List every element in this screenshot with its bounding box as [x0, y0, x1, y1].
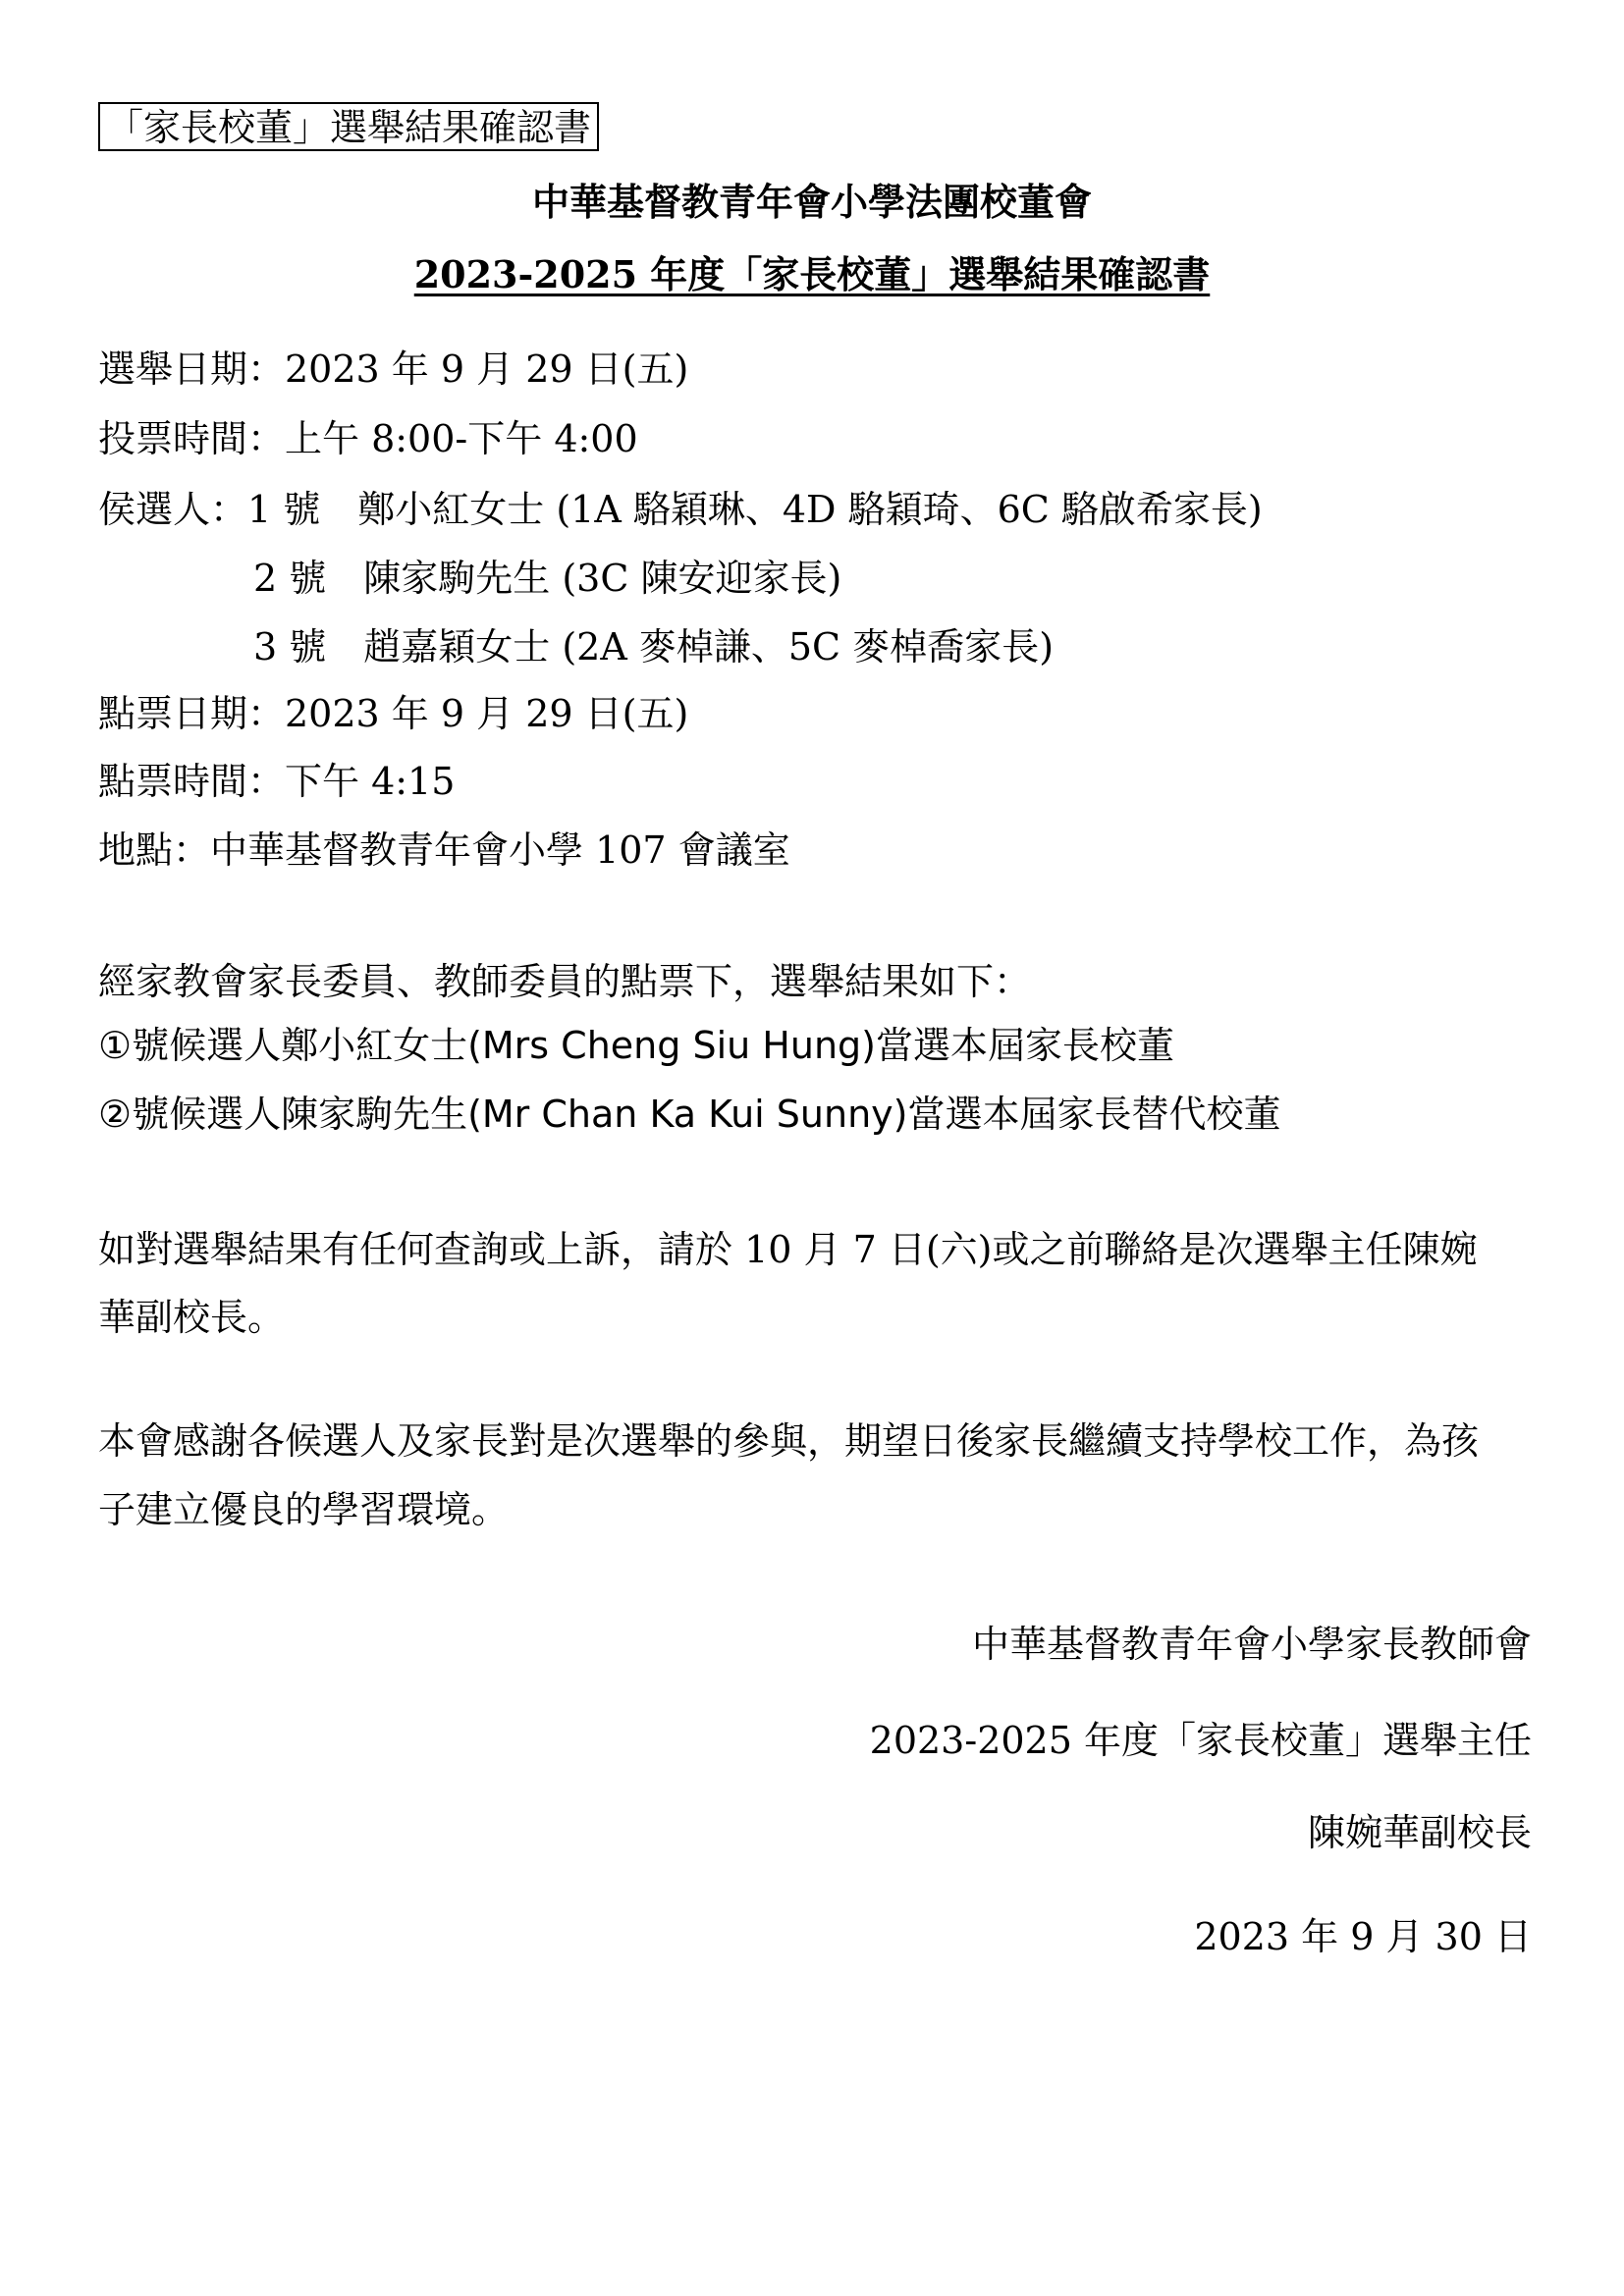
count-time: 點票時間：下午 4:15	[98, 760, 456, 803]
signature-date: 2023 年 9 月 30 日	[1194, 1915, 1532, 1958]
venue: 地點：中華基督教青年會小學 107 會議室	[98, 828, 790, 872]
result-1: ①號候選人鄭小紅女士(Mrs Cheng Siu Hung)當選本屆家長校董	[98, 1024, 1174, 1067]
organization-title: 中華基督教青年會小學法團校董會	[531, 180, 1092, 224]
voting-time: 投票時間：上午 8:00-下午 4:00	[98, 417, 638, 460]
candidate-1: 侯選人：1 號 鄭小紅女士 (1A 駱穎琳、4D 駱穎琦、6C 駱啟希家長)	[98, 488, 1263, 531]
thanks-line-1: 本會感謝各候選人及家長對是次選舉的參與，期望日後家長繼續支持學校工作，為孩	[98, 1419, 1480, 1463]
results-intro: 經家教會家長委員、教師委員的點票下，選舉結果如下：	[98, 960, 1032, 1003]
candidate-3: 3 號 趙嘉穎女士 (2A 麥棹謙、5C 麥棹喬家長)	[253, 625, 1055, 668]
count-date: 點票日期：2023 年 9 月 29 日(五)	[98, 692, 689, 735]
election-date: 選舉日期：2023 年 9 月 29 日(五)	[98, 347, 689, 391]
candidate-2: 2 號 陳家駒先生 (3C 陳安迎家長)	[253, 557, 842, 600]
document-title: 2023-2025 年度「家長校董」選舉結果確認書	[413, 252, 1211, 296]
thanks-line-2: 子建立優良的學習環境。	[98, 1488, 510, 1531]
signature-role: 2023-2025 年度「家長校董」選舉主任	[869, 1719, 1532, 1762]
boxed-title-label: 「家長校董」選舉結果確認書	[98, 102, 599, 151]
signature-name: 陳婉華副校長	[1307, 1811, 1532, 1854]
signature-organization: 中華基督教青年會小學家長教師會	[971, 1623, 1532, 1666]
enquiry-line-1: 如對選舉結果有任何查詢或上訴，請於 10 月 7 日(六)或之前聯絡是次選舉主任陳婉	[98, 1228, 1478, 1271]
enquiry-line-2: 華副校長。	[98, 1296, 286, 1339]
result-2: ②號候選人陳家駒先生(Mr Chan Ka Kui Sunny)當選本屆家長替代校董	[98, 1093, 1281, 1136]
